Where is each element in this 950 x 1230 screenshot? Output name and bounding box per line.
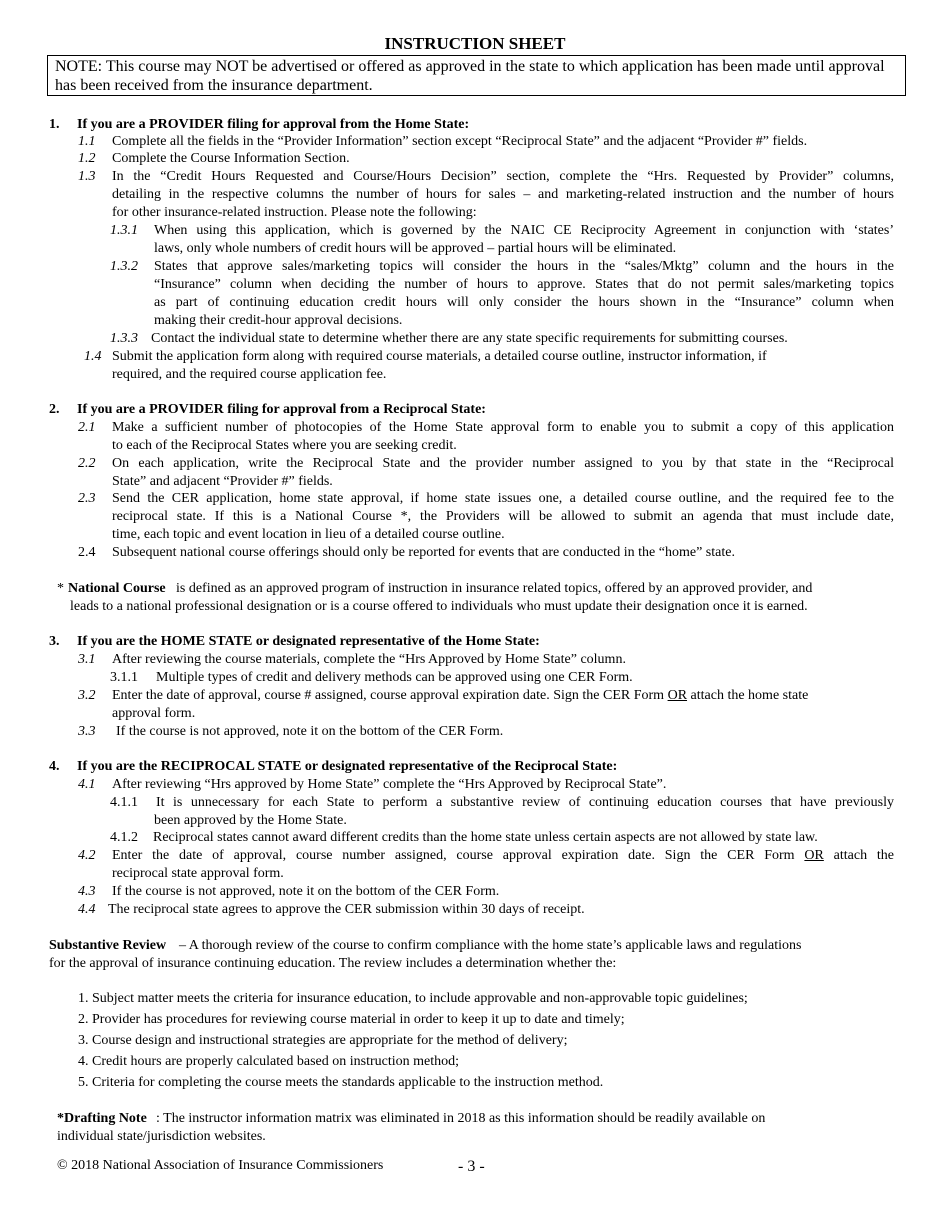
item-text: Enter the date of approval, course number assigned, course approval expiration date. Sign the CER Form OR attach the [112,848,894,863]
item-text: It is unnecessary for each State to perform a substantive review of continuing education courses that have previously [156,795,894,810]
item-text: to each of the Reciprocal States where you are seeking credit. [112,438,457,453]
section-3-number: 3. [49,634,60,649]
item-text: reciprocal state. If this is a National Course *, the Providers will be allowed to submit an agenda that must include date, [112,509,894,524]
item-text: Submit the application form along with required course materials, a detailed course outline, instructor information, if [112,349,767,364]
national-course-definition: is defined as an approved program of instruction in insurance related topics, offered by an approved provider, and [176,581,813,596]
item-text: making their credit-hour approval decisions. [154,313,403,328]
item-number: 3.2 [78,688,96,703]
page-title: INSTRUCTION SHEET [384,34,566,53]
criteria-item: 5. Criteria for completing the course meets the standards applicable to the instruction method. [78,1075,604,1090]
item-text: If the course is not approved, note it on the bottom of the CER Form. [116,724,504,739]
item-number: 2.2 [78,456,96,471]
item-text: States that approve sales/marketing topics will consider the hours in the “sales/Mktg” column and the hours in the [154,259,894,274]
section-3-heading: If you are the HOME STATE or designated representative of the Home State: [77,634,540,649]
criteria-item: 2. Provider has procedures for reviewing course material in order to keep it up to date and timely; [78,1012,625,1027]
item-number: 1.3 [78,169,96,184]
item-number: 3.3 [78,724,96,739]
item-text: On each application, write the Reciprocal State and the provider number assigned to you by that state in the “Reciprocal [112,456,894,471]
item-number: 4.2 [78,848,96,863]
item-number: 1.1 [78,134,96,149]
criteria-item: 3. Course design and instructional strategies are appropriate for the method of delivery; [78,1033,568,1048]
section-4-heading: If you are the RECIPROCAL STATE or designated representative of the Reciprocal State: [77,759,618,774]
section-2-heading: If you are a PROVIDER filing for approval from a Reciprocal State: [77,402,486,417]
item-text: Subsequent national course offerings should only be reported for events that are conducted in the “home” state. [112,545,735,560]
item-text: reciprocal state approval form. [112,866,284,881]
item-number: 2.4 [78,545,96,560]
item-number: 4.1.1 [110,795,138,810]
item-number: 4.1.2 [110,830,138,845]
item-text: as part of continuing education credit hours will only consider the hours shown in the “Insurance” column when [154,295,894,310]
note-box: NOTE: This course may NOT be advertised or offered as approved in the state to which application has been made until approval has been received from the insurance department. [47,55,906,96]
drafting-note-term: *Drafting Note [57,1111,147,1126]
item-number: 1.3.3 [110,331,138,346]
item-text: When using this application, which is governed by the NAIC CE Reciprocity Agreement in conjunction with ‘states’ [154,223,894,238]
criteria-item: 1. Subject matter meets the criteria for insurance education, to include approvable and non-approvable topic guidelines; [78,991,748,1006]
item-text: After reviewing the course materials, complete the “Hrs Approved by Home State” column. [112,652,626,667]
item-text: Make a sufficient number of photocopies of the Home State approval form to enable you to submit a copy of this application [112,420,894,435]
item-text: laws, only whole numbers of credit hours will be approved – partial hours will be eliminated. [154,241,677,256]
item-number: 1.3.2 [110,259,138,274]
item-number: 4.3 [78,884,96,899]
item-text: Send the CER application, home state approval, if home state issues one, a detailed course outline, and the required fee to the [112,491,894,506]
item-number: 1.3.1 [110,223,138,238]
item-text: The reciprocal state agrees to approve the CER submission within 30 days of receipt. [108,902,585,917]
item-text: approval form. [112,706,196,721]
item-text: Enter the date of approval, course # assigned, course approval expiration date. Sign the CER Form OR attach the home state [112,688,809,703]
substantive-review-term: Substantive Review [49,938,167,953]
item-text: “Insurance” column when deciding the number of hours to approve. States that do not permit sales/marketing topics [154,277,894,292]
item-text: If the course is not approved, note it on the bottom of the CER Form. [112,884,500,899]
item-text: In the “Credit Hours Requested and Course/Hours Decision” section, complete the “Hrs. Requested by Provider” columns, [112,169,894,184]
item-text: time, each topic and event location in lieu of a detailed course outline. [112,527,505,542]
national-course-term: National Course [68,581,166,596]
section-4-number: 4. [49,759,60,774]
item-number: 4.1 [78,777,96,792]
item-number: 3.1 [78,652,96,667]
item-text: Contact the individual state to determine whether there are any state specific requirements for submitting courses. [151,331,788,346]
item-text: After reviewing “Hrs approved by Home State” complete the “Hrs Approved by Reciprocal State”. [112,777,667,792]
drafting-note-text: : The instructor information matrix was eliminated in 2018 as this information should be readily available on [156,1111,766,1126]
substantive-review-definition: for the approval of insurance continuing education. The review includes a determination whether the: [49,956,617,971]
copyright-footer: © 2018 National Association of Insurance Commissioners [57,1158,384,1173]
item-number: 1.2 [78,151,96,166]
item-number: 4.4 [78,902,96,917]
page-number: - 3 - [458,1158,485,1175]
item-text: detailing in the respective columns the number of hours for sales – and marketing-related instruction and the number of hours [112,187,894,202]
criteria-item: 4. Credit hours are properly calculated based on instruction method; [78,1054,460,1069]
substantive-review-definition: – A thorough review of the course to confirm compliance with the home state’s applicable laws and regulations [179,938,802,953]
asterisk: * [57,581,64,596]
item-number: 2.1 [78,420,96,435]
item-number: 2.3 [78,491,96,506]
item-text: Complete the Course Information Section. [112,151,350,166]
item-text: Reciprocal states cannot award different credits than the home state unless certain aspects are not allowed by state law. [153,830,818,845]
item-text: for other insurance-related instruction. Please note the following: [112,205,477,220]
section-1-number: 1. [49,117,60,132]
item-text: Multiple types of credit and delivery methods can be approved using one CER Form. [156,670,633,685]
national-course-definition: leads to a national professional designation or is a course offered to individuals who must update their designation once it is earned. [70,599,808,614]
item-number: 3.1.1 [110,670,138,685]
item-text: required, and the required course application fee. [112,367,387,382]
item-text: State” and adjacent “Provider #” fields. [112,474,333,489]
section-2-number: 2. [49,402,60,417]
item-text: been approved by the Home State. [154,813,347,828]
item-text: Complete all the fields in the “Provider Information” section except “Reciprocal State” and the adjacent “Provider #” fields. [112,134,808,149]
section-1-heading: If you are a PROVIDER filing for approval from the Home State: [77,117,470,132]
item-number: 1.4 [84,349,102,364]
drafting-note-text: individual state/jurisdiction websites. [57,1129,266,1144]
